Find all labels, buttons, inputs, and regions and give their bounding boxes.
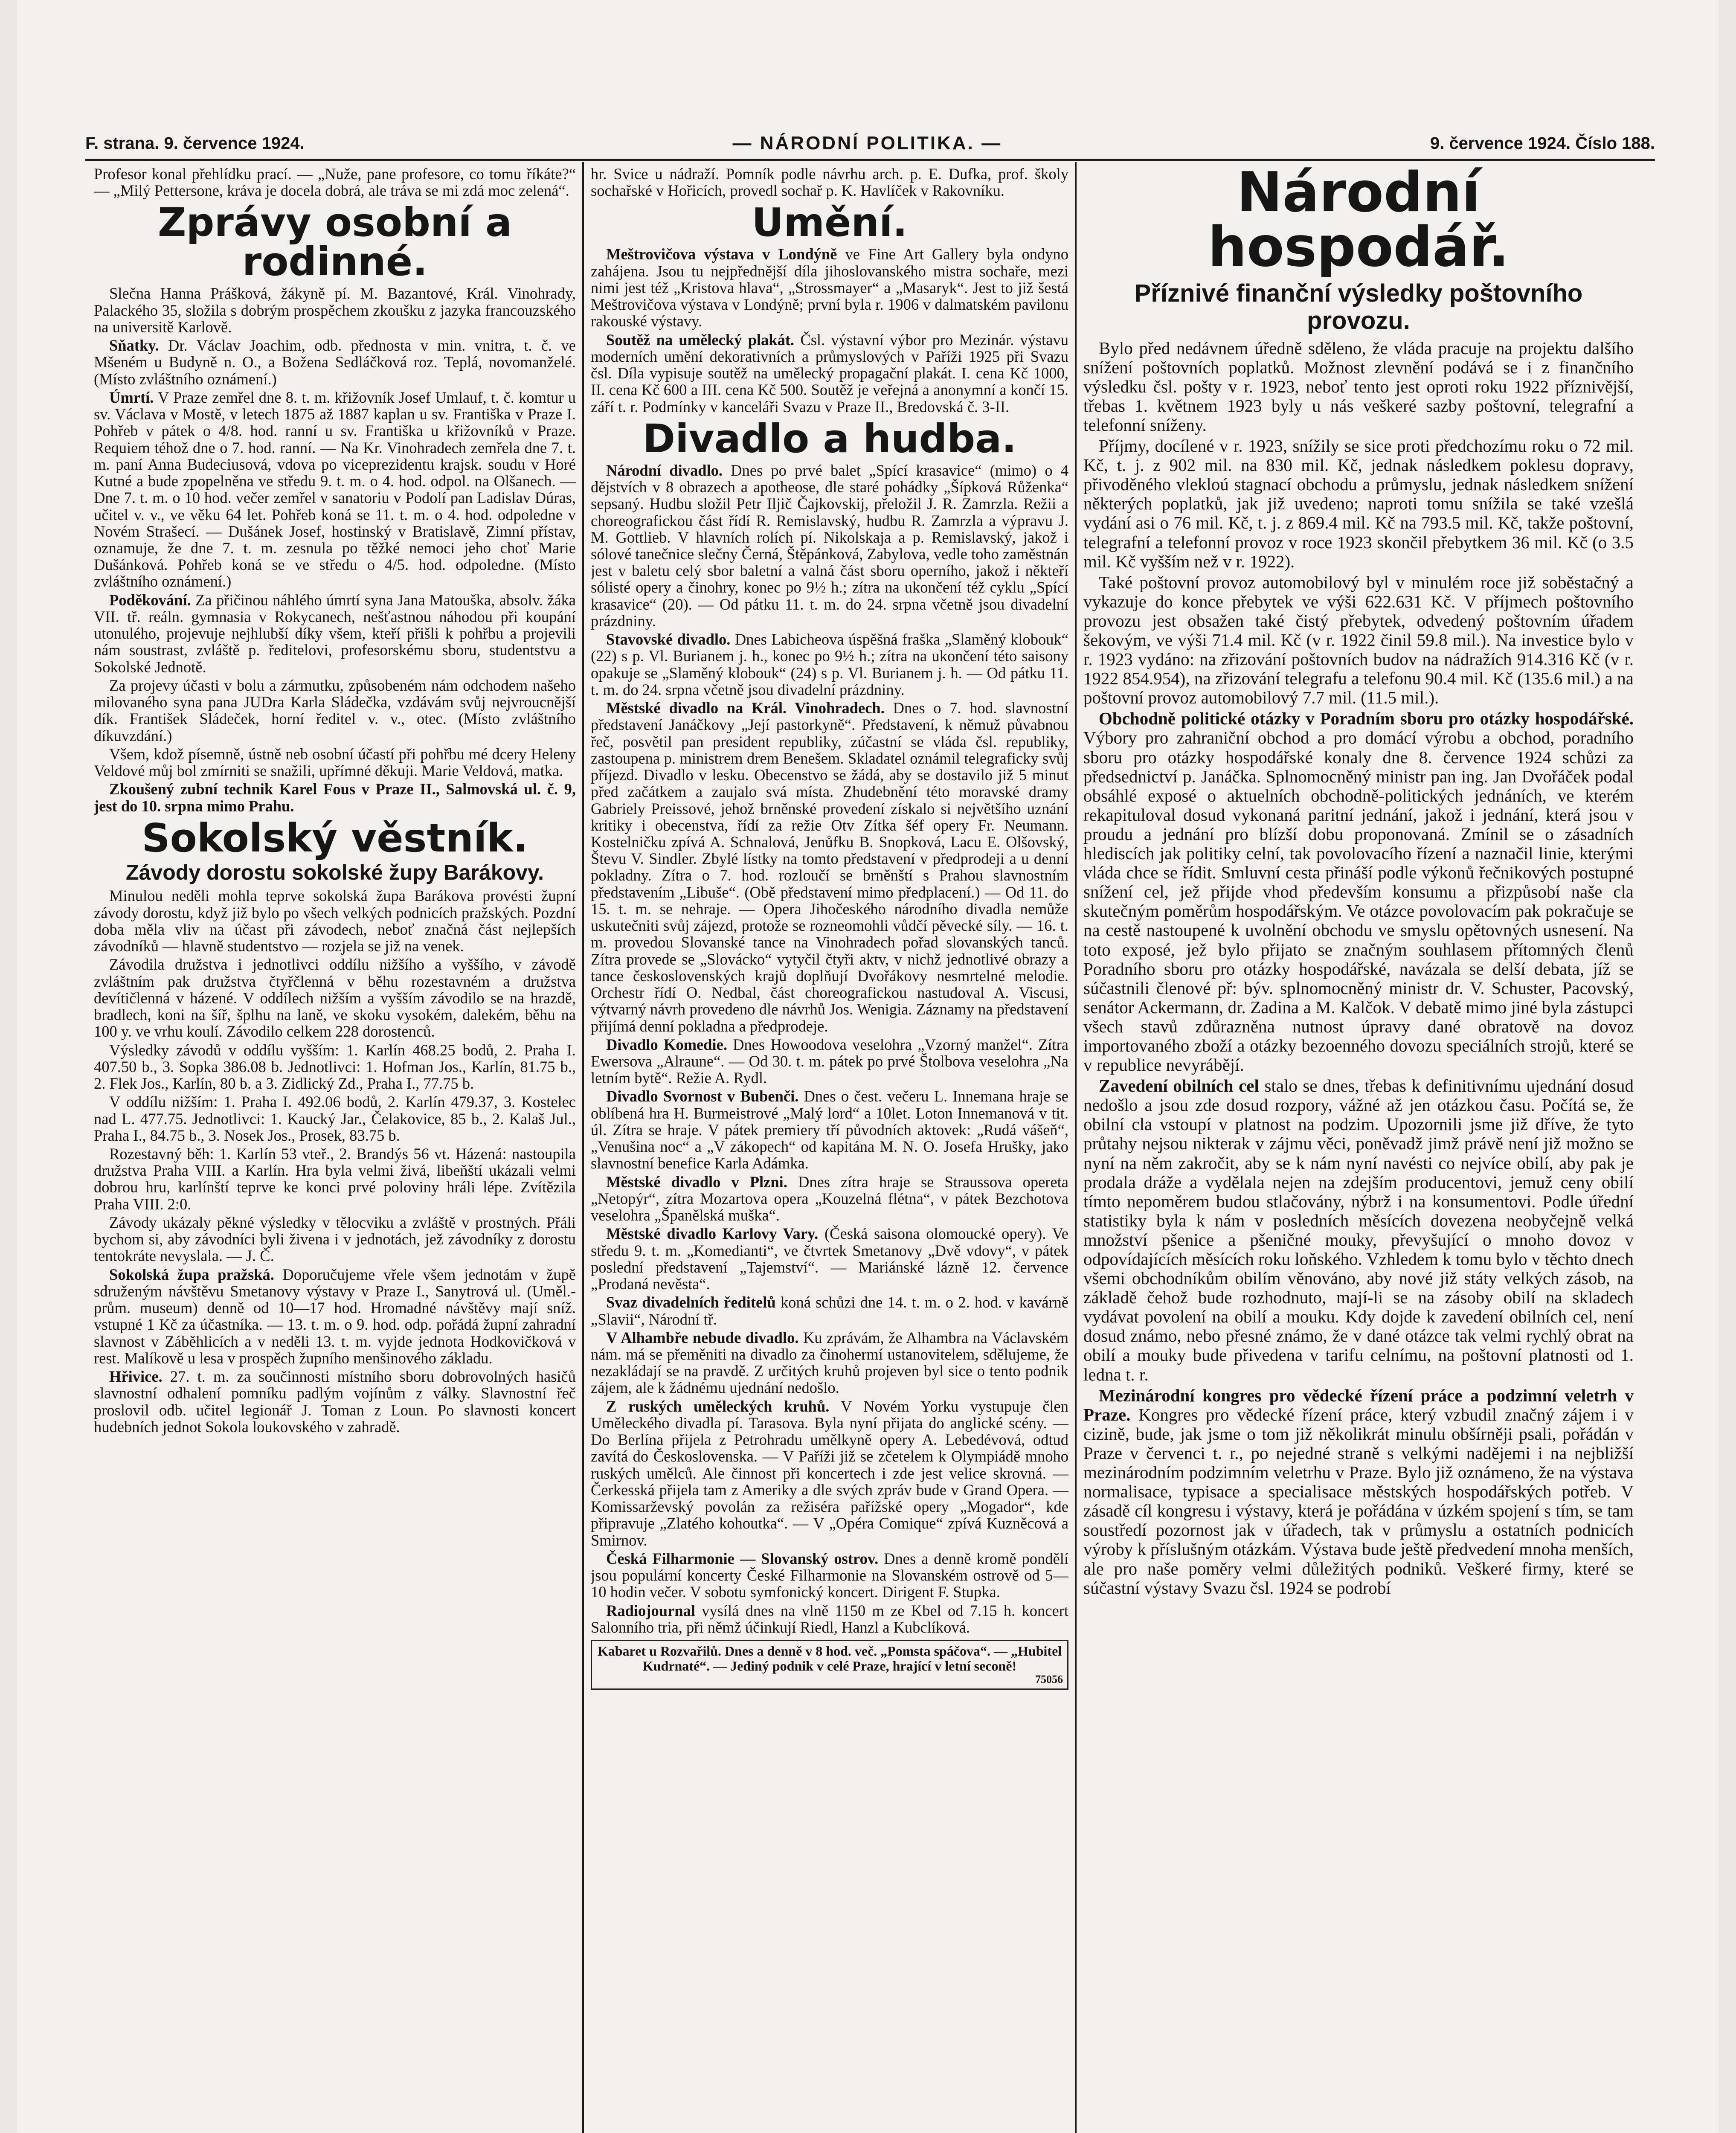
article-kicker: Stavovské divadlo.	[606, 631, 731, 648]
article-paragraph: Také poštovní provoz automobilový byl v minulém roce již soběstačný a vykazuje do konce přebytek ve výši 622.631 Kč. V příjmech poštovního provozu jest obsažen také čistý přebytek, odvedený poštovním úřadem šekovým, ve výši 71.4 mil. Kč (v r. 1922 činil 59.8 mil.). Na investice bylo v r. 1923 vydáno: na zřizování poštovních budov na nádražích 914.316 Kč (v r. 1922 854.954), na zřizování telegrafu a telefonu 90.4 mil. Kč (135.6 mil.) a na poštovní provoz automobilový 7.7 mil. (11.5 mil.).	[1083, 572, 1634, 708]
article-paragraph: Všem, kdož písemně, ústně neb osobní účastí při pohřbu mé dcery Heleny Veldové můj bol zmírniti se snažili, upřímné děkuji. Marie Veldová, matka.	[94, 745, 576, 780]
article-kicker: Úmrtí.	[109, 388, 154, 406]
masthead-right: 9. července 1924. Číslo 188.	[1430, 134, 1655, 153]
column-3	[1083, 166, 1634, 2133]
article-paragraph: Dnes Labicheova úspěšná fraška „Slaměný klobouk“ (22) s p. Vl. Burianem j. h., konec po 9½ h.; zítra na ukončení této saisony opakuje se „Slaměný klobouk“ (24) s p. Vl. Burianem j. h. — Od pátku 11. t. m. do 24. srpna včetně jsou divadelní prázdniny.	[591, 631, 1068, 698]
article-paragraph: V Novém Yorku vystupuje člen Uměleckého divadla pí. Tarasova. Byla nyní přijata do anglické scény. — Do Berlína přijela z Petrohradu umělkyně opery A. Lebedévová, odtud zavítá do Československa. — V Paříži již se zčetelem k Olympiádě mnoho ruských umělců. Ale činnost při koncertech i zde jest velice skrovná. — Čerkesská přijela tam z Ameriky a dle svých zpráv bude v Grand Opera. — Komissarževský povolán za režiséra pařížské opery „Mogador“, kde připravuje „Zlatého kohoutka“. — V „Opéra Comique“ zpívá Kuzněcová a Smirnov.	[591, 1397, 1068, 1549]
article-kicker: Meštrovičova výstava v Londýně	[606, 245, 837, 263]
article-paragraph: Kongres pro vědecké řízení práce, který vzbudil značný zájem i v cizině, bude, jak jsme o tom již několikrát minulu obšírněji psali, pořádán v Praze v červenci t. r., po nejedné straně s velkými nadějemi i na nejbližší mezinárodním podzimním veletrhu v Praze. Bylo již oznámeno, že na výstava normalisace, typisace a specialisace městských hospodářských potřeb. V zásadě cíl kongresu i výstavy, která je pořádána v úzkém spojení s tím, se tam soustředí pozornost jak v úřadech, tak v průmyslu a ostatních podnicích výroby k příslušným otázkám. Výstava bude ještě předvedení mnoha menších, ale pro naše poměry velmi důležitých podniků. Veškeré firmy, které se súčastní výstavy Svazu čsl. 1924 se podrobí	[1083, 1404, 1634, 1598]
subheading-postal-results: Příznivé finanční výsledky poštovního provozu.	[1134, 279, 1583, 334]
article-paragraph: Dnes zítra hraje se Straussova opereta „Netopýr“, zítra Mozartova opera „Kouzelná flétna“, v pátek Bezchotova veselohra „Španělská muška“.	[591, 1173, 1068, 1224]
section-heading-sokol: Sokolský věstník.	[142, 815, 528, 861]
section-heading-theatre-music: Divadlo a hudba.	[642, 416, 1017, 462]
article-kicker: Poděkování.	[109, 591, 191, 609]
article-paragraph: Závody ukázaly pěkné výsledky v tělocviku a zvláště v prostných. Přáli bychom si, aby závodníci byli živena i v jednotách, jež závodníky z dorostu tentokráte nevyslala. — J. Č.	[94, 1213, 576, 1265]
section-heading-art: Umění.	[752, 200, 908, 246]
article-paragraph: Dnes a denně kromě pondělí jsou populární koncerty České Filharmonie na Slovanském ostrově od 5—10 hodin večer. V sobotu symfonický koncert. Dirigent F. Stupka.	[591, 1549, 1068, 1601]
section-heading-personal-news: Zprávy osobní a rodinné.	[157, 200, 512, 285]
article-paragraph: Výsledky závodů v oddílu vyšším: 1. Karlín 468.25 bodů, 2. Praha I. 407.50 b., 3. Sopka 386.08 b. Jednotlivci: 1. Hofman Jos., Karlín, 81.75 b., 2. Flek Jos., Karlín, 80 b. a 3. Zidlický Zd., Praha I., 77.75 b.	[94, 1041, 576, 1093]
advertisement-number: 75056	[1035, 1673, 1063, 1686]
masthead-title: — NÁRODNÍ POLITIKA. —	[732, 133, 1002, 154]
article-paragraph: V oddílu nižším: 1. Praha I. 492.06 bodů, 2. Karlín 479.37, 3. Kostelec nad L. 477.75. Jednotlivci: 1. Kaucký Jar., Čelakovice, 85 b., 2. Kalaš Jul., Praha I., 84.75 b., 3. Nosek Jos., Prosek, 83.75 b.	[94, 1093, 576, 1144]
article-kicker: Svaz divadelních ředitelů	[606, 1293, 776, 1311]
article-paragraph: koná schůzi dne 14. t. m. o 2. hod. v kavárně „Slavii“, Národní tř.	[591, 1293, 1068, 1328]
article-paragraph: Čsl. výstavní výbor pro Mezinár. výstavu moderních umění dekorativních a průmyslových v Paříži 1925 při Svazu čsl. Díla vypisuje soutěž na umělecký propagační plakát. I. cena Kč 1000, II. cena Kč 600 a III. cena Kč 500. Soutěž je veřejná a anonymní a končí 15. září t. r. Podmínky v kanceláři Svazu v Praze II., Bredovská č. 3-II.	[591, 331, 1068, 416]
masthead-rule	[85, 159, 1655, 161]
article-kicker: Hřivice.	[109, 1368, 163, 1386]
article-paragraph: Za projevy účasti v bolu a zármutku, způsobeném nám odchodem našeho milovaného syna pana JUDra Karla Sládečka, vzdávám svůj nejvroucnější dík. František Sládeček, horní ředitel v. v., otec. (Místo zvláštního díkuvzdání.)	[94, 676, 576, 744]
article-kicker: Národní divadlo.	[606, 461, 723, 479]
article-paragraph: stalo se dnes, třebas k definitivnímu ujednání dosud nedošlo a jsou zde dosud rozpory, vážné až jen otázkou času. Počítá se, že obilní cla vstoupí v platnost na podzim. Upozornili jsme již dříve, že tyto průtahy nejsou nikterak v zájmu věci, poněvadž jimž právě není již možno se nyní na něm zakročit, aby se k nám nyní navésti co nejvíce obilí, aby pak je prodala dráže a vydělala nejen na zdejším producentovi, jemuž ceny obilí tímto nepoměrem budou stlačovány, nýbrž i na konsumentovi. Podle úřední statistiky byla k nám v posledních měsících dovezena neobyčejně velká množství pšenice a pšeničné mouky, převyšující o mnoho dovoz v odpovídajících měsících roku loňského. Vzhledem k tomu bylo v těchto dnech všemi obchodníkům obilím věnováno, aby nové již státy velkých zásob, na základě čehož bude rozhodnuto, mají-li se na zásoby obilí na skladech vydávat povolení na obilí a mouku. Kdy dojde k zavedení obilních cel, není dosud známo, nebo přesné známo, že v dané otázce tak velmi rychlý obrat na obilí a mouky bude přivedena v tarifu celnímu, na poštovní platnosti od 1. ledna t. r.	[1083, 1076, 1634, 1384]
article-kicker: Městské divadlo na Král. Vinohradech.	[606, 699, 885, 717]
page-edge-right	[1719, 0, 1736, 2133]
article-paragraph: Minulou neděli mohla teprve sokolská župa Barákova provésti župní závody dorostu, když již bylo po všech velkých podnicích pražských. Pozdní doba měla vliv na účast při závodech, neboť značná část nejlepších závodníků — hlavně studentstvo — rozjela se již na venek.	[94, 887, 576, 955]
column-rule-1	[582, 162, 584, 2133]
column-2-intro: hr. Svice u nádraží. Pomník podle návrhu arch. p. E. Dufka, prof. školy sochařské v Hořicích, provedl sochař p. K. Havlíček v Rakovníku.	[591, 166, 1068, 200]
article-paragraph: Dnes Howoodova veselohra „Vzorný manžel“. Zítra Ewersova „Alraune“. — Od 30. t. m. pátek po prvé Štolbova veselohra „Na letním bytě“. Režie A. Rydl.	[591, 1035, 1068, 1087]
article-paragraph: Dnes po prvé balet „Spící krasavice“ (mimo) o 4 dějstvích v 8 obrazech a apotheose, dle staré pohádky „Šípková Růženka“ sepsaný. Hudbu složil Petr Iljič Čajkovskij, přeložil J. R. Zamrzla. Režii a choreografickou část řídí R. Remislavský, hudbu R. Zamrzla a výpravu J. M. Gottlieb. V hlavních rolích pí. Nikolskaja a p. Remislavský, jakož i sólové tanečnice slečny Černá, Štěpánková, Zabylova, vedle toho zaměstnán jest v baletu celý sbor baletní a valná část sboru operního, jakož i někteří sólisté opery a činohry, konec po 9½ h.; zítra na ukončení též cyklu „Spící krasavice“ (20). — Od pátku 11. t. m. do 24. srpna včetně jsou divadelní prázdniny.	[591, 461, 1068, 630]
article-kicker: Sňatky.	[109, 337, 159, 355]
column-2	[591, 166, 1068, 2133]
article-paragraph: Dr. Václav Joachim, odb. přednosta v min. vnitra, t. č. ve Mšeném u Budyně n. O., a Božena Sedláčková roz. Teplá, novomanželé. (Místo zvláštního oznámení.)	[94, 337, 576, 388]
article-kicker: Soutěž na umělecký plakát.	[606, 331, 795, 349]
column-rule-2	[1075, 162, 1077, 2133]
column-1-intro: Profesor konal přehlídku prací. — „Nuže, pane profesore, co tomu říkáte?“ — „Milý Pettersone, kráva je docela dobrá, ale tráva se mi zdá moc zelená“.	[94, 166, 576, 200]
article-paragraph: ve Fine Art Gallery byla ondyno zahájena. Jsou tu nejpřednější díla jihoslovanského mistra sochaře, mezi nimi jest též „Kristova hlava“, „Strossmayer“ a „Masaryk“. Jest to již šestá Meštrovičova výstava v Londýně; první byla r. 1906 v dalmatském pavilonu rakouské výstavy.	[591, 245, 1068, 330]
article-paragraph: Závodila družstva i jednotlivci oddílu nižšího a vyššího, v závodě zvláštním pak družstva čtyřčlenná v běhu rozestavném a družstva devítičlenná v házené. V oddílech nižším a vyšším závodilo se na hrazdě, bradlech, koni na šíř, šplhu na laně, ve skoku vysokém, dalekém, běhu na 100 y. ve vrhu koulí. Závodilo celkem 228 dorostenců.	[94, 956, 576, 1040]
article-paragraph: V Praze zemřel dne 8. t. m. křižovník Josef Umlauf, t. č. komtur u sv. Václava v Mostě, v letech 1875 až 1887 kaplan u sv. Františka v Praze I. Pohřeb v pátek o 4/8. hod. ranní u sv. Františka u křižovníků v Praze. Requiem téhož dne o 7. hod. ranní. — Na Kr. Vinohradech zemřela dne 7. t. m. paní Anna Budeciusová, vdova po viceprezidentu krajsk. soudu v Horé Kutné a bude zpopelněna ve středu 9. t. m. o 4. hod. odpol. na Olšanech. — Dne 7. t. m. o 10 hod. večer zemřel v sanatoriu v Podolí pan Ladislav Dúras, učitel v. v., ve věku 64 let. Pohřeb koná se 11. t. m. o 4. hod. odpoledne v Novém Strašecí. — Dušánek Josef, hostinský v Bratislavě, Zimní přístav, oznamuje, že dne 7. t. m. zesnula po těžké nemoci jeho choť Marie Dušánková. Pohřeb koná se ve středu o 4/5. hod. odpoledne. (Místo zvláštního oznámení.)	[94, 388, 576, 590]
article-paragraph: Doporučujeme vřele všem jednotám v župě sdruženým návštěvu Smetanovy výstavy v Praze I., Sanytrová ul. (Uměl.-prům. museum) denně od 10—17 hod. Hromadné návštěvy mají sníž. vstupné 1 Kč za účastníka. — 13. t. m. o 9. hod. odp. pořádá župní zahradní slavnost v Záběhlicích a v neděli 13. t. m. vyjde jednota Hodkovičková v rest. Malíkově u lesa v prospěch župního menšinového základu.	[94, 1265, 576, 1367]
article-paragraph: (Česká saisona olomoucké opery). Ve středu 9. t. m. „Komedianti“, ve čtvrtek Smetanovy „Dvě vdovy“, v pátek poslední představení „Tajemství“. — Mariánské lázně 12. července „Prodaná nevěsta“.	[591, 1225, 1068, 1293]
article-kicker: Městské divadlo v Plzni.	[606, 1173, 787, 1191]
section-heading-economy: Národní hospodář.	[1208, 166, 1510, 279]
advertisement-cabaret	[591, 1640, 1068, 1690]
article-kicker: Z ruských uměleckých kruhů.	[606, 1397, 830, 1415]
article-paragraph: Dnes o čest. večeru L. Innemana hraje se oblíbená hra H. Burmeistrové „Malý lord“ a 10let. Loton Innemanová v tit. úl. Zítra se hraje. V pátek premiery tří původních aktovek: „Rudá vášeň“, „Venušina noc“ a „V zákopech“ od kapitána M. N. O. Josefa Hrušky, jako slavnostní benefice Karla Adámka.	[591, 1087, 1068, 1172]
article-paragraph: Slečna Hanna Prášková, žákyně pí. M. Bazantové, Král. Vinohrady, Palackého 35, složila s dobrým prospěchem zkoušku z jazyka francouzského na universitě Karlově.	[94, 285, 576, 336]
subheading-sokol-races: Závody dorostu sokolské župy Barákovy.	[126, 860, 544, 884]
masthead	[85, 126, 1655, 160]
article-paragraph: Příjmy, docílené v r. 1923, snížily se sice proti předchozímu roku o 72 mil. Kč, t. j. z 902 mil. na 830 mil. Kč, jednak následkem poklesu dopravy, přivoděného vlekloú stagnací obchodu a průmyslu, jednak následkem snížení některých poplatků, jak již uvedeno; naproti tomu snížila se také vzešlá vydání asi o 76 mil. Kč, t. j. z 869.4 mil. Kč na 793.5 mil. Kč, takže poštovní, telegrafní a telefonní provoz v roce 1923 skončil přebytkem 36 mil. Kč (o 3.5 mil. Kč vyšším než v r. 1922).	[1083, 436, 1634, 571]
page-edge-left	[0, 0, 17, 2133]
article-paragraph: vysílá dnes na vlně 1150 m ze Kbel od 7.15 h. koncert Salonního tria, při němž účinkují Riedl, Hanzl a Kubclíková.	[591, 1601, 1068, 1636]
article-kicker: Zavedení obilních cel	[1099, 1076, 1259, 1096]
article-paragraph: Výbory pro zahraniční obchod a pro domácí výrobu a obchod, poradního sboru pro otázky hospodářské konaly dne 8. července 1924 schůzi za předsednictví p. Janáčka. Splnomocněný ministr pan ing. Jan Dvořáček podal obsáhlé exposé o aktuelních obchodně-politických jednáních, ve kterém rekapituloval dosud vykonaná paritní jednání, jakož i jednání, která jsou v proudu a jednání pro blízší dobu proponovaná. Zmínil se o zásadních hlediscích jak politiky celní, tak povolovacího řízení a naznačil linie, kterými vláda chce se řídit. Smluvní cesta přináší podle výkonů řečnikových postupné snížení cel, jež přijde vhod především konsumu a přizpůsobí naše cla skutečným poměrům hospodářským. Ve otázce povolovacím pak pokračuje se na cestě nastoupené k uvolnění obchodu ve smyslu opětovných usnesení. Na toto exposé, jež bylo přijato se značným souhlasem přítomných členů Poradního sboru pro otázky hospodářské, navázala se delší debata, jíž se súčastnili členové př: býv. splnomocněný ministr dr. V. Schuster, Pacovský, senátor Ackermann, dr. Zadina a M. Kalčok. V debatě mimo jiné byla zástupci všech stavů zdůrazněna nutnost úpravy dané obratově na dovoz importovaného zboží a otázky bezoenného dovozu speciálních strojů, které se v republice nevyrábějí.	[1083, 728, 1634, 1075]
article-kicker: Divadlo Komedie.	[606, 1035, 727, 1053]
article-kicker: Obchodně politické otázky v Poradním sboru pro otázky hospodářské.	[1099, 709, 1634, 729]
article-paragraph: Rozestavný běh: 1. Karlín 53 vteř., 2. Brandýs 56 vt. Házená: nastoupila družstva Praha VIII. a Karlín. Hra byla velmi živá, libeňští ukázali velmi dobrou hru, karlínští teprve ke konci prvé poloviny hráli lépe. Zvítězila Praha VIII. 2:0.	[94, 1145, 576, 1213]
article-kicker: Sokolská župa pražská.	[109, 1265, 274, 1283]
article-paragraph: Za přičinou náhlého úmrtí syna Jana Matouška, absolv. žáka VII. tř. reáln. gymnasia v Rokycanech, nešťastnou náhodou při koupání utonulého, projevuje nejhlubší díky všem, kteří přišli k pohřbu a projevili nám soustrast, zvláště p. ředitelovi, profesorskému sboru, studentstvu a Sokolské Jednotě.	[94, 591, 576, 676]
article-kicker: V Alhambře nebude divadlo.	[606, 1328, 799, 1346]
masthead-left: F. strana. 9. července 1924.	[85, 134, 305, 153]
notice-dental-technician: Zkoušený zubní technik Karel Fous v Praze II., Salmovská ul. č. 9, jest do 10. srpna mimo Prahu.	[94, 780, 576, 815]
column-1	[94, 166, 576, 2133]
article-paragraph: Bylo před nedávnem úředně sděleno, že vláda pracuje na projektu dalšího snížení poštovních poplatků. Možnost zlevnění podává se i z finančního výsledku čsl. pošty v r. 1923, neboť tento jest oproti roku 1922 příznivější, třebas 1. květnem 1923 byly u nás veškeré sazby poštovní, telegrafní a telefonní sníženy.	[1083, 338, 1634, 435]
article-kicker: Radiojournal	[606, 1601, 695, 1619]
article-kicker: Divadlo Svornost v Bubenči.	[606, 1087, 799, 1105]
article-kicker: Mezinárodní kongres pro vědecké řízení práce a podzimní veletrh v Praze.	[1083, 1385, 1634, 1424]
article-kicker: Česká Filharmonie — Slovanský ostrov.	[606, 1549, 879, 1567]
article-paragraph: Ku zprávám, že Alhambra na Václavském nám. má se přeměniti na divadlo za činohermí ustanovitelem, sdělujeme, že nezakládají se na pravdě. Z určitých kruhů projeven byl sice o tento podnik zájem, ale k žádnému ujednání nedošlo.	[591, 1328, 1068, 1397]
article-paragraph: Dnes o 7. hod. slavnostní představení Janáčkovy „Její pastorkyně“. Představení, k němuž půvabnou řeč, posvětil pan president republiky, zúčastní se vláda čsl. republiky, zastoupena p. ministrem drem Benešem. Skladatel oznámil telegraficky svůj příjezd. Divadlo v lesku. Obecenstvo se žádá, aby se dostavilo již 5 minut před začátkem a zaujalo svá místa. Zhudebnění této moravské dramy Gabriely Preissové, jehož brněnské provedení získalo si největšího uznání kritiky i obecenstva, řídí za režie Otv Zítka šéf opery Fr. Neumann. Kostelničku zpívá A. Schnalová, Jenůfku B. Snopková, Lacu E. Olšovský, Števu V. Sindler. Zbylé lístky na tomto představení v předprodeji a u denní pokladny. Zítra o 7. hod. rozloučí se brněnští s Prahou slavnostním představením „Libuše“. (Obě představení mimo předplacení.) — Od 11. do 15. t. m. se nehraje. — Opera Jihočeského národního divadla nemůže uskutečniti svůj zájezd, protože se rozneomohli vůdčí pěvecké síly. — 16. t. m. provedou Slovanské tance na Vinohradech pořad slovanských tanců. Zítra provede se „Slovácko“ vytyčil čtyři aktv, v nichž jednotlivé obrazy a tance československých krajů doplňují Dvořákovy nesmrtelné melodie. Orchestr řídí O. Nedbal, část choreografickou nastudoval A. Viscusi, výtvarný návrh provedeno dle návrhů Jos. Wenigia. Záznamy na představení přijímá denní pokladna a předprodeje.	[591, 699, 1068, 1035]
advertisement-text: Kabaret u Rozvařilů. Dnes a denně v 8 hod. več. „Pomsta spáčova“. — „Hubitel Kudrnaté“. — Jediný podnik v celé Praze, hrající v letní seconě!	[597, 1643, 1062, 1674]
article-kicker: Městské divadlo Karlovy Vary.	[606, 1225, 819, 1243]
article-paragraph: 27. t. m. za součinnosti místního sboru dobrovolných hasičů slavnostní odhalení pomníku padlým vojínům z války. Slavnostní řeč proslovil odb. učitel legionář J. Toman z Loun. Po slavnosti koncert hudebních jednot Sokola loukovského v zahradě.	[94, 1368, 576, 1436]
